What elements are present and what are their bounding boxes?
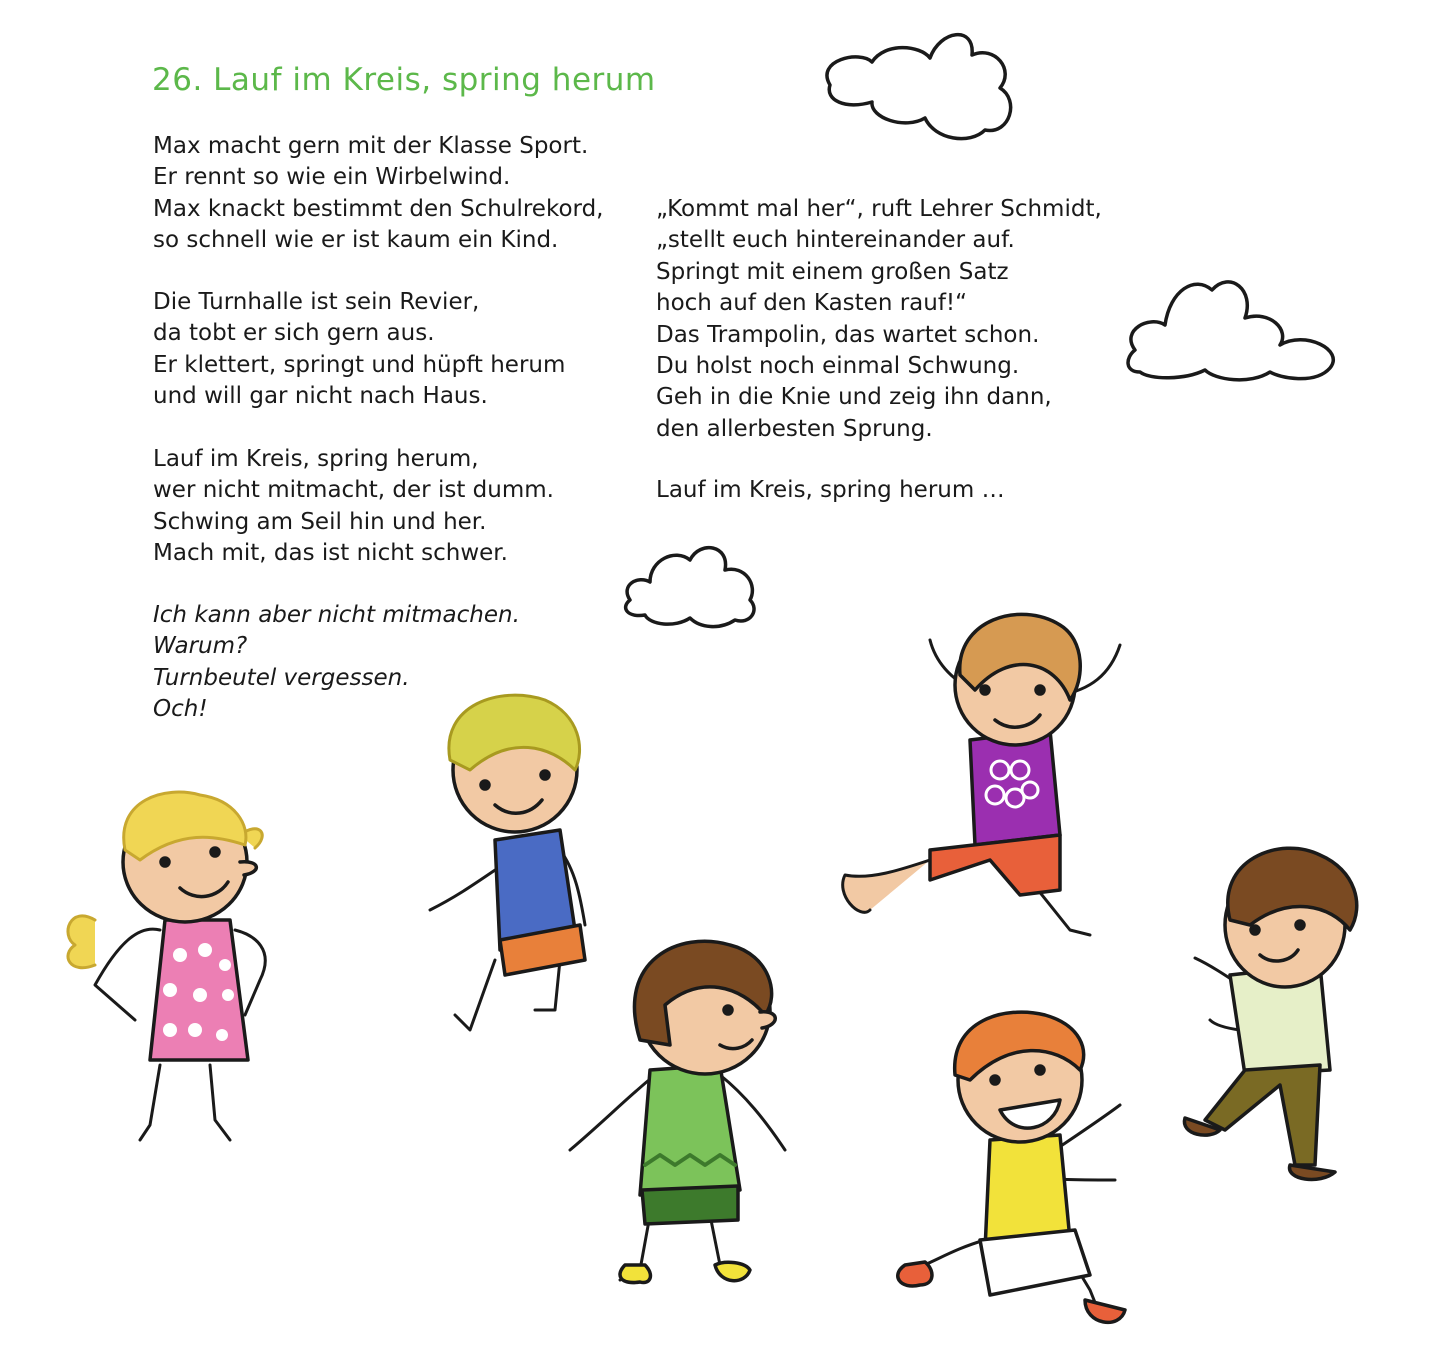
text-line: Mach mit, das ist nicht schwer. <box>153 540 508 567</box>
text-line: Warum? <box>153 633 248 660</box>
song-title: 26. Lauf im Kreis, spring herum <box>152 62 656 98</box>
text-line: Springt mit einem großen Satz <box>656 258 1009 285</box>
text-line: Max macht gern mit der Klasse Sport. <box>153 133 589 159</box>
boy-light-green-shirt <box>1184 848 1356 1179</box>
text-line: da tobt er sich gern aus. <box>153 320 435 347</box>
text-line: Lauf im Kreis, spring herum … <box>656 477 1005 503</box>
boy-yellow-shirt-running <box>898 1012 1125 1322</box>
boy-purple-shirt-jumping <box>843 614 1120 935</box>
text-line: und will gar nicht nach Haus. <box>153 383 488 410</box>
text-line: den allerbesten Sprung. <box>656 415 933 442</box>
text-line: Ich kann aber nicht mitmachen. <box>153 602 520 628</box>
cloud-icon <box>1128 282 1333 380</box>
cloud-icon <box>626 548 754 627</box>
text-line: Du holst noch einmal Schwung. <box>656 353 1020 380</box>
text-line: „Kommt mal her“, ruft Lehrer Schmidt, <box>656 196 1102 222</box>
text-line: Lauf im Kreis, spring herum, <box>153 446 479 472</box>
boy-blue-shirt <box>430 695 585 1030</box>
text-line: Die Turnhalle ist sein Revier, <box>153 289 480 315</box>
text-line: hoch auf den Kasten rauf!“ <box>656 290 968 317</box>
text-line: „stellt euch hintereinander auf. <box>656 227 1015 254</box>
girl-green-dress <box>570 941 785 1282</box>
text-line: wer nicht mitmacht, der ist dumm. <box>153 477 554 504</box>
text-line: Geh in die Knie und zeig ihn dann, <box>656 384 1052 411</box>
text-line: Das Trampolin, das wartet schon. <box>656 321 1040 348</box>
text-line: Schwing am Seil hin und her. <box>153 508 487 535</box>
text-line: Och! <box>153 696 208 723</box>
cloud-icon <box>827 35 1011 139</box>
girl-pink-dress <box>68 792 265 1140</box>
text-line: Er rennt so wie ein Wirbelwind. <box>153 164 511 191</box>
text-line: Max knackt bestimmt den Schulrekord, <box>153 195 604 222</box>
text-line: Er klettert, springt und hüpft herum <box>153 351 566 378</box>
text-line: so schnell wie er ist kaum ein Kind. <box>153 227 559 254</box>
text-line: Turnbeutel vergessen. <box>153 664 410 691</box>
